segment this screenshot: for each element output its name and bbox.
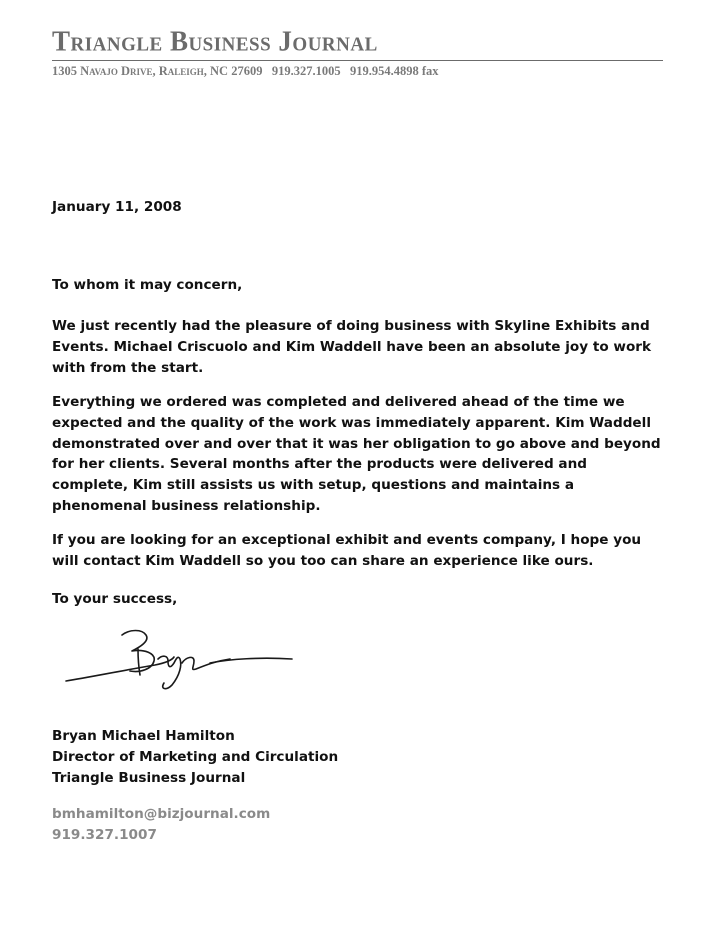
paragraph-line: We just recently had the pleasure of doing business with Skyline Exhibits and: [52, 318, 650, 334]
letter-paragraph-3: [52, 530, 652, 572]
paragraph-line: demonstrated over and over that it was her obligation to go above and beyond: [52, 435, 661, 452]
paragraph-line: phenomenal business relationship.: [52, 497, 321, 514]
paragraph-line: Everything we ordered was completed and delivered ahead of the time we: [52, 394, 625, 410]
signatory-phone: 919.327.1007: [52, 826, 157, 843]
paragraph-line: for her clients. Several months after the products were delivered and: [52, 456, 588, 473]
letterhead-address: 1305 Navajo Drive, Raleigh, NC 27609: [52, 64, 263, 78]
paragraph-line: complete, Kim still assists us with setup, questions and maintains a: [52, 477, 575, 494]
letterhead-rule: [52, 60, 663, 61]
letterhead-address-line: [52, 64, 439, 79]
paragraph-line: will contact Kim Waddell so you too can share an experience like ours.: [52, 552, 594, 569]
handwritten-signature: [60, 625, 300, 695]
letter-date: January 11, 2008: [52, 199, 182, 215]
signatory-name: Bryan Michael Hamilton: [52, 728, 235, 744]
contact-block: [52, 804, 270, 846]
paragraph-line: with from the start.: [52, 359, 204, 376]
signatory-title: Director of Marketing and Circulation: [52, 748, 339, 765]
signature-block: [52, 726, 652, 788]
letter-paragraph-1: [52, 316, 652, 378]
letter-salutation: To whom it may concern,: [52, 277, 243, 293]
letter-closing: To your success,: [52, 591, 178, 607]
signatory-company: Triangle Business Journal: [52, 769, 246, 786]
paragraph-line: Events. Michael Criscuolo and Kim Waddell have been an absolute joy to work: [52, 338, 652, 355]
paragraph-line: If you are looking for an exceptional exhibit and events company, I hope you: [52, 532, 642, 548]
paragraph-line: expected and the quality of the work was immediately apparent. Kim Waddell: [52, 414, 651, 431]
letterhead-phone: 919.327.1005: [271, 64, 341, 78]
letterhead-fax: 919.954.4898 fax: [349, 64, 439, 78]
signatory-email: bmhamilton@bizjournal.com: [52, 806, 271, 822]
letter-paragraph-2: [52, 392, 661, 517]
letterhead-name: Triangle Business Journal: [52, 25, 378, 57]
